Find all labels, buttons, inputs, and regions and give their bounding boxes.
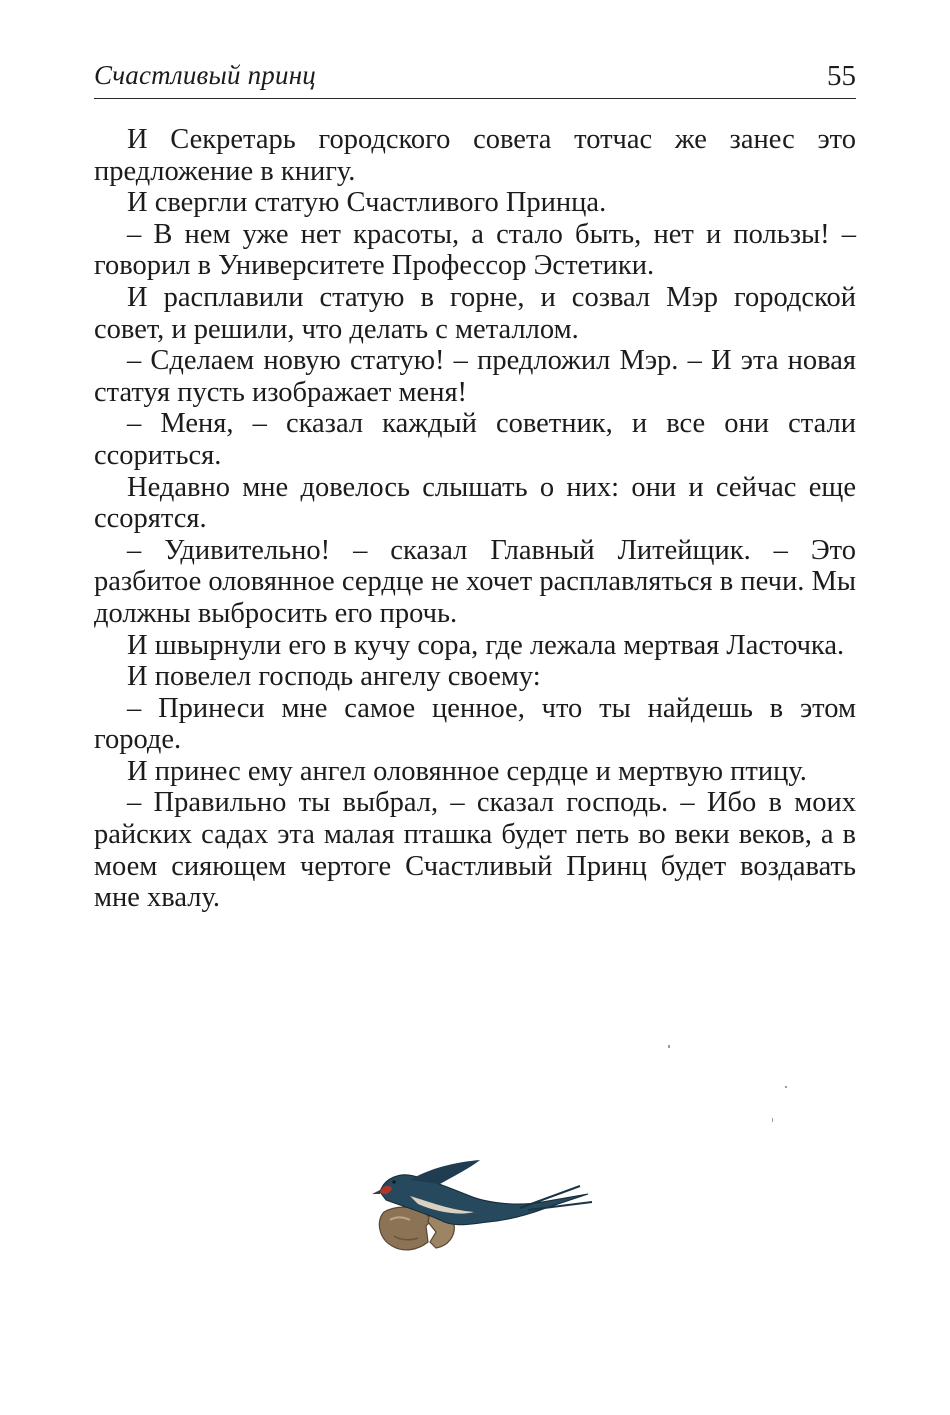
- page-number: 55: [827, 60, 856, 92]
- paragraph: – Меня, – сказал каждый советник, и все они стали ссориться.: [94, 408, 856, 471]
- body-text: [94, 124, 856, 914]
- paragraph: И Секретарь городского совета тотчас же занес это предложение в книгу.: [94, 124, 856, 187]
- paragraph: – Правильно ты выбрал, – сказал господь. – Ибо в моих райских садах эта малая пташка будет петь во веки веков, а в моем сияющем чертоге Счастливый Принц будет воздавать мне хвалу.: [94, 787, 856, 914]
- paragraph: И принес ему ангел оловянное сердце и мертвую птицу.: [127, 755, 807, 787]
- paragraph: И свергли статую Счастливого Принца.: [127, 187, 607, 219]
- paragraph: И расплавили статую в горне, и созвал Мэр городской совет, и решили, что делать с металлом.: [94, 281, 856, 345]
- paragraph: – Удивительно! – сказал Главный Литейщик. – Это разбитое оловянное сердце не хочет расплавляться в печи. Мы должны выбросить его прочь.: [94, 534, 856, 629]
- dead-swallow-and-broken-heart-illustration: [370, 1150, 600, 1265]
- paragraph: И повелел господь ангелу своему:: [127, 661, 541, 693]
- paragraph: И швырнули его в кучу сора, где лежала мертвая Ласточка.: [127, 629, 845, 661]
- print-speck: [785, 1086, 787, 1088]
- paragraph: Недавно мне довелось слышать о них: они и сейчас еще ссорятся.: [94, 471, 856, 535]
- running-title: Счастливый принц: [94, 60, 316, 90]
- paragraph: – Принеси мне самое ценное, что ты найдешь в этом городе.: [94, 692, 856, 756]
- print-speck: [772, 1118, 773, 1122]
- paragraph: – В нем уже нет красоты, а стало быть, нет и пользы! – говорил в Университете Профессор Эстетики.: [94, 218, 856, 282]
- running-header: [94, 58, 856, 99]
- print-speck: [668, 1045, 670, 1048]
- paragraph: – Сделаем новую статую! – предложил Мэр. – И эта новая статуя пусть изображает меня!: [94, 345, 856, 408]
